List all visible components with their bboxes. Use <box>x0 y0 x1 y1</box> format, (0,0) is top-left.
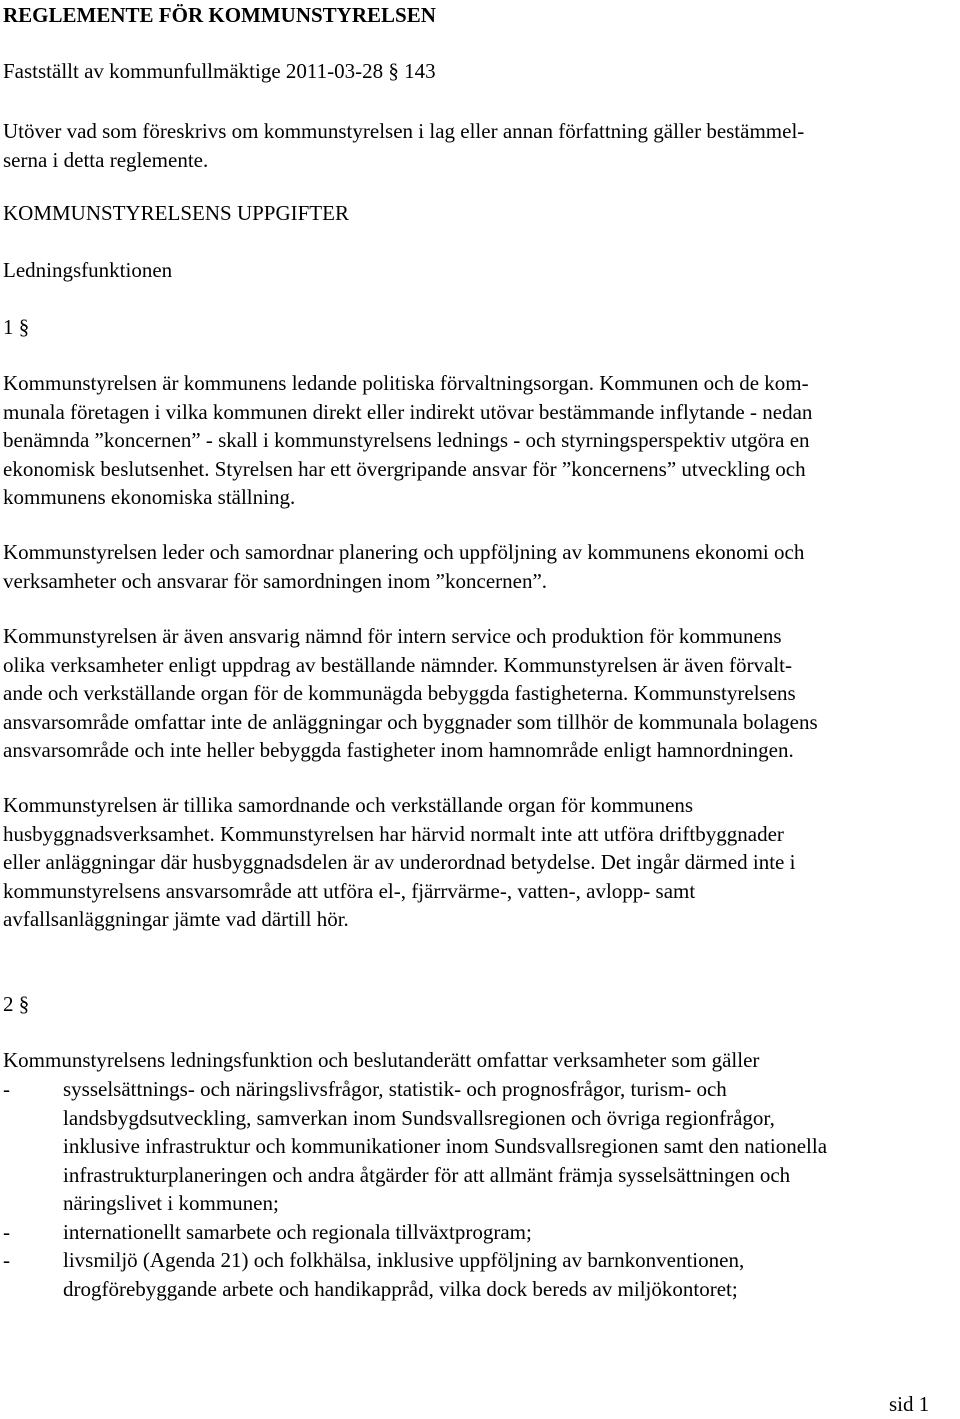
text-line: internationellt samarbete och regionala tillväxtprogram; <box>63 1219 532 1244</box>
text-line: näringslivet i kommunen; <box>63 1191 279 1215</box>
paragraph-number-1: 1 § <box>3 315 30 339</box>
text-line: inklusive infrastruktur och kommunikationer inom Sundsvallsregionen samt den nationella <box>63 1134 828 1158</box>
paragraph-4 <box>3 791 958 934</box>
paragraph-1 <box>3 369 958 512</box>
section-heading: KOMMUNSTYRELSENS UPPGIFTER <box>3 201 349 225</box>
text-line: ansvarsområde och inte heller bebyggda fastigheter inom hamnområde enligt hamnordningen. <box>3 738 794 762</box>
text-line: serna i detta reglemente. <box>3 147 209 172</box>
text-line: avfallsanläggningar jämte vad därtill hör. <box>3 907 349 931</box>
text-line: infrastrukturplaneringen och andra åtgärder för att allmänt främja sysselsättningen och <box>63 1162 791 1187</box>
text-line: munala företagen i vilka kommunen direkt eller indirekt utövar bestämmande inflytande - nedan <box>3 399 813 424</box>
text-line: ekonomisk beslutsenhet. Styrelsen har ett övergripande ansvar för ”koncernens” utveckling och <box>3 456 806 481</box>
text-line: kommunens ekonomiska ställning. <box>3 485 296 509</box>
subheading: Ledningsfunktionen <box>3 258 173 282</box>
list-item <box>3 1075 958 1218</box>
paragraph-3 <box>3 622 958 765</box>
text-line: landsbygdsutveckling, samverkan inom Sundsvallsregionen och övriga regionfrågor, <box>63 1105 775 1130</box>
list-item <box>3 1246 958 1303</box>
text-line: ande och verkställande organ för de kommunägda bebyggda fastigheterna. Kommunstyrelsens <box>3 681 796 705</box>
paragraph-2 <box>3 538 958 595</box>
page-number: sid 1 <box>889 1392 930 1416</box>
paragraph-number-2: 2 § <box>3 992 30 1016</box>
text-line: drogförebyggande arbete och handikappråd, vilka dock bereds av miljökontoret; <box>63 1276 738 1301</box>
intro-paragraph <box>3 117 958 174</box>
text-line: sysselsättnings- och näringslivsfrågor, statistik- och prognosfrågor, turism- och <box>63 1077 727 1101</box>
list-dash: - <box>3 1077 10 1101</box>
document-title: REGLEMENTE FÖR KOMMUNSTYRELSEN <box>3 3 436 27</box>
text-line: Utöver vad som föreskrivs om kommunstyrelsen i lag eller annan författning gäller bestämmel- <box>3 119 805 143</box>
list-item <box>3 1218 958 1247</box>
text-line: kommunstyrelsens ansvarsområde att utföra el-, fjärrvärme-, vatten-, avlopp- samt <box>3 878 696 903</box>
text-line: Kommunstyrelsen är tillika samordnande och verkställande organ för kommunens <box>3 793 694 817</box>
text-line: husbyggnadsverksamhet. Kommunstyrelsen har härvid normalt inte att utföra driftbyggnader <box>3 821 784 846</box>
list-dash: - <box>3 1219 10 1244</box>
text-line: olika verksamheter enligt uppdrag av beställande nämnder. Kommunstyrelsen är även förvalt- <box>3 652 792 677</box>
text-line: livsmiljö (Agenda 21) och folkhälsa, inklusive uppföljning av barnkonventionen, <box>63 1248 745 1272</box>
text-line: eller anläggningar där husbyggnadsdelen är av underordnad betydelse. Det ingår därmed inte i <box>3 850 796 874</box>
text-line: ansvarsområde omfattar inte de anläggningar och byggnader som tillhör de kommunala bolagens <box>3 709 818 734</box>
responsibility-list <box>3 1075 958 1303</box>
document-page <box>3 0 958 1416</box>
text-line: verksamheter och ansvarar för samordningen inom ”koncernen”. <box>3 568 548 593</box>
text-line: Kommunstyrelsen är kommunens ledande politiska förvaltningsorgan. Kommunen och de kom- <box>3 371 809 395</box>
list-dash: - <box>3 1248 10 1272</box>
text-line: benämnda ”koncernen” - skall i kommunstyrelsens lednings - och styrningsperspektiv utgöra en <box>3 428 810 452</box>
text-line: Kommunstyrelsen leder och samordnar planering och uppföljning av kommunens ekonomi och <box>3 540 805 564</box>
text-line: Kommunstyrelsen är även ansvarig nämnd för intern service och produktion för kommunens <box>3 624 782 648</box>
adoption-note: Fastställt av kommunfullmäktige 2011-03-28 § 143 <box>3 59 436 83</box>
paragraph-5: Kommunstyrelsens ledningsfunktion och beslutanderätt omfattar verksamheter som gäller <box>3 1048 760 1072</box>
